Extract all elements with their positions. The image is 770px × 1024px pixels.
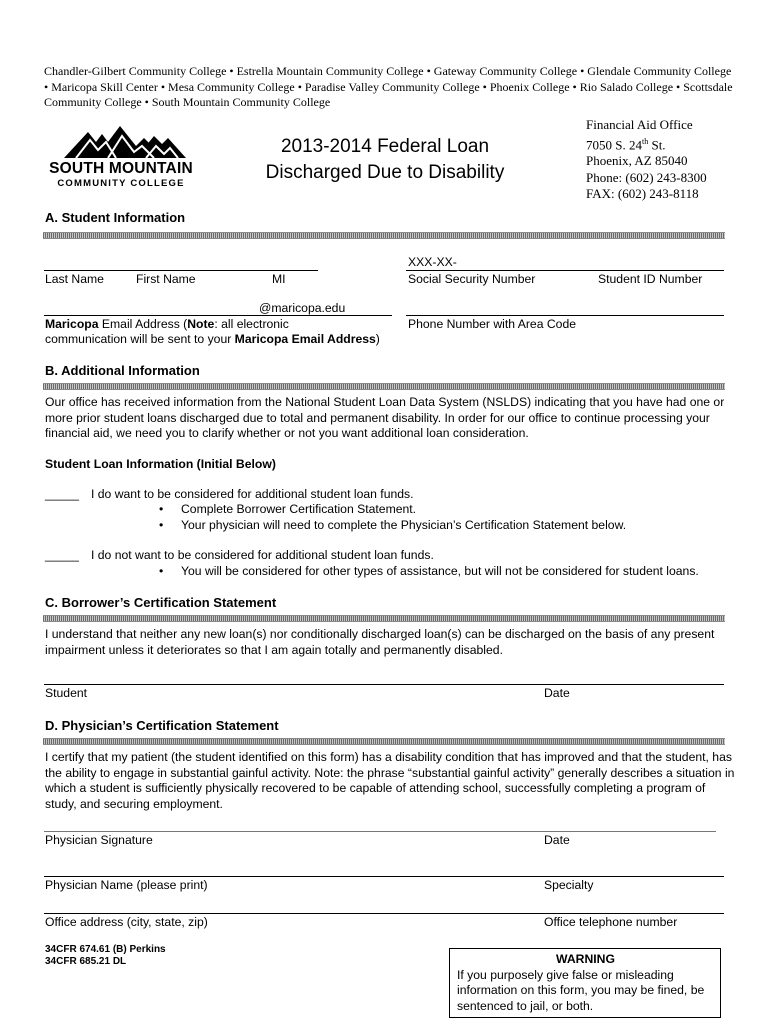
option1-bullet1: Complete Borrower Certification Statement. xyxy=(181,502,417,516)
section-c-divider xyxy=(43,615,725,622)
bullet-icon: • xyxy=(159,502,164,516)
warning-box xyxy=(449,948,721,1018)
option1-bullet2: Your physician will need to complete the Physician’s Certification Statement below. xyxy=(181,518,627,532)
option2-text: I do not want to be considered for additional student loan funds. xyxy=(91,548,434,562)
email-field-line[interactable] xyxy=(44,315,392,316)
physician-name-line[interactable] xyxy=(44,876,724,877)
option1-initial-blank[interactable]: _____ xyxy=(45,487,79,501)
section-d-divider xyxy=(43,738,725,745)
physician-signature-line[interactable] xyxy=(44,831,716,832)
office-address-label: Office address (city, state, zip) xyxy=(45,915,208,929)
option1-text: I do want to be considered for additional student loan funds. xyxy=(91,487,414,501)
email-label: Maricopa Email Address (Note: all electronic xyxy=(45,317,289,331)
college-logo xyxy=(36,122,206,192)
option2-bullet1: You will be considered for other types of assistance, but will not be considered for student loans. xyxy=(181,564,699,578)
office-telephone-label: Office telephone number xyxy=(544,915,678,929)
email-note: communication will be sent to your Maricopa Email Address) xyxy=(45,332,380,346)
student-id-label: Student ID Number xyxy=(598,272,703,286)
office-phone: Phone: (602) 243-8300 xyxy=(586,169,707,185)
cfr-perkins: 34CFR 674.61 (B) Perkins xyxy=(45,944,166,955)
mi-label: MI xyxy=(272,272,286,286)
form-title-line2: Discharged Due to Disability xyxy=(265,162,505,183)
cfr-dl: 34CFR 685.21 DL xyxy=(45,956,127,967)
loan-info-subheading: Student Loan Information (Initial Below) xyxy=(45,457,276,471)
section-a-divider xyxy=(43,232,725,239)
student-signature-line[interactable] xyxy=(44,684,724,685)
ssn-prefix: XXX-XX- xyxy=(408,255,457,269)
office-name: Financial Aid Office xyxy=(586,117,693,132)
ssn-label: Social Security Number xyxy=(408,272,536,286)
specialty-label: Specialty xyxy=(544,878,594,892)
physician-date-label: Date xyxy=(544,833,570,847)
name-field-line[interactable] xyxy=(44,270,318,271)
office-address xyxy=(586,117,756,203)
form-title-line1: 2013-2014 Federal Loan xyxy=(280,136,490,157)
form-title xyxy=(240,134,530,186)
bullet-icon: • xyxy=(159,564,164,578)
warning-text: If you purposely give false or misleading information on this form, you may be fined, be sentenced to jail, or both. xyxy=(457,967,705,1013)
section-d-paragraph: I certify that my patient (the student identified on this form) has a disability condition that has improved and that the student, has the ability to engage in substantial gainful activity. Note: the phrase “substantial gainful activity” generally describes a situation in which a student is sufficiently physically recovered to be capable of attending school, successfully completing a program of study, and securing employment. xyxy=(45,750,735,811)
first-name-label: First Name xyxy=(136,272,196,286)
email-domain: @maricopa.edu xyxy=(259,301,346,315)
physician-name-label: Physician Name (please print) xyxy=(45,878,208,892)
section-b-paragraph: Our office has received information from the National Student Loan Data System (NSLDS) indicating that you have had one or more prior student loans discharged due to total and permanent disability. In order for our office to continue processing your financial aid, we need you to clarify whether or not you want additional loan consideration. xyxy=(45,395,725,440)
mountain-logo-icon xyxy=(36,122,206,160)
section-d-heading: D. Physician’s Certification Statement xyxy=(45,718,279,733)
warning-title: WARNING xyxy=(556,952,615,966)
logo-subtitle: COMMUNITY COLLEGE xyxy=(57,178,185,189)
bullet-icon: • xyxy=(159,518,164,532)
college-list: Chandler-Gilbert Community College • Estrella Mountain Community College • Gateway Community College • Glendale Community College • Maricopa Skill Center • Mesa Community College • Paradise Valley Community College • Phoenix College • Rio Salado College • Scottsdale Community College • South Mountain Community College xyxy=(44,64,733,109)
option2-initial-blank[interactable]: _____ xyxy=(45,548,79,562)
office-address-line[interactable] xyxy=(44,913,724,914)
phone-field-line[interactable] xyxy=(406,315,724,316)
logo-name: SOUTH MOUNTAIN xyxy=(49,160,193,177)
last-name-label: Last Name xyxy=(45,272,104,286)
ssn-student-id-line[interactable] xyxy=(406,270,724,271)
office-city: Phoenix, AZ 85040 xyxy=(586,153,688,169)
section-b-heading: B. Additional Information xyxy=(45,363,200,378)
section-c-heading: C. Borrower’s Certification Statement xyxy=(45,595,277,610)
office-fax: FAX: (602) 243-8118 xyxy=(586,186,699,202)
section-b-divider xyxy=(43,383,725,390)
physician-signature-label: Physician Signature xyxy=(45,833,153,847)
cfr-references xyxy=(45,944,166,968)
section-c-paragraph: I understand that neither any new loan(s) nor conditionally discharged loan(s) can be discharged on the basis of any present impairment unless it deteriorates so that I am again totally and permanently disabled. xyxy=(45,627,715,657)
office-street: 7050 S. 24th St. xyxy=(586,136,666,152)
phone-label: Phone Number with Area Code xyxy=(408,317,577,331)
student-date-label: Date xyxy=(544,686,570,700)
section-a-heading: A. Student Information xyxy=(45,210,186,225)
student-label: Student xyxy=(45,686,88,700)
